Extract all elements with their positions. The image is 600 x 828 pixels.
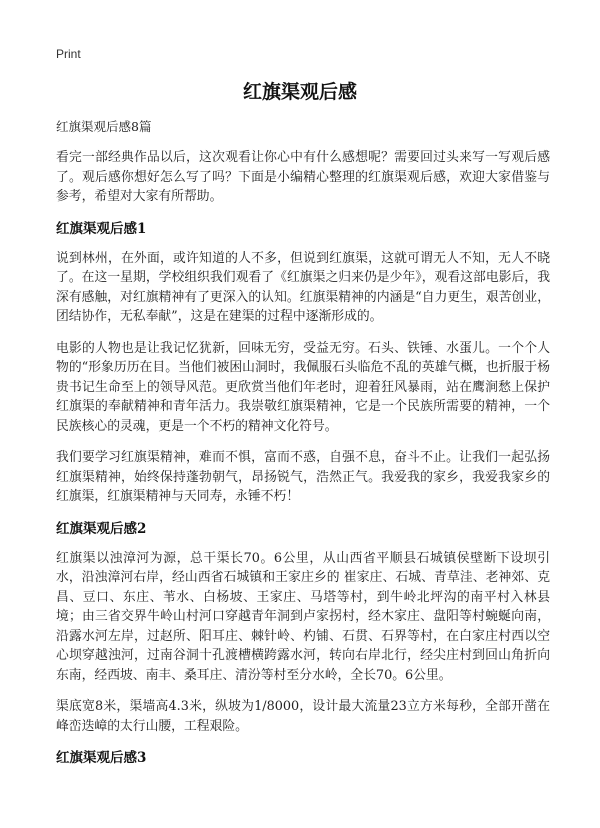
section-heading-1: 红旗渠观后感1 [56, 220, 147, 237]
section-1-paragraph-2: 电影的人物也是让我记忆犹新，回味无穷，受益无穷。石头、铁锤、水蛋儿。一个个人物的“形象历历在目。当他们被困山洞时，我佩服石头临危不乱的英雄气概，也折服于杨贵书记生命至上的领导风范。更欣赏当他们年老时，迎着狂风暴雨，站在鹰涧愁上保护红旗渠的奉献精神和青年活力。我崇敬红旗渠精神，它是一个民族所需要的精神，一个民族核心的灵魂，更是一个不朽的精神文化符号。 [56, 340, 550, 434]
section-1-paragraph-1: 说到林州，在外面，或许知道的人不多，但说到红旗渠，这就可谓无人不知，无人不晓了。在这一星期，学校组织我们观看了《红旗渠之归来仍是少年》，观看这部电影后，我深有感触，对红旗精神有了更深入的认知。红旗渠精神的内涵是“自力更生，艰苦创业，团结协作，无私奉献”，这是在建渠的过程中逐渐形成的。 [56, 250, 550, 324]
intro-paragraph: 看完一部经典作品以后，这次观看让你心中有什么感想呢？需要回过头来写一写观后感了。观后感你想好怎么写了吗？下面是小编精心整理的红旗渠观后感，欢迎大家借鉴与参考，希望对大家有所帮助。 [56, 150, 550, 204]
section-2-paragraph-1: 红旗渠以浊漳河为源，总干渠长70。6公里，从山西省平顺县石城镇侯壁断下设坝引水，沿浊漳河右岸，经山西省石城镇和王家庄乡的 崔家庄、石城、青草洼、老神郊、克昌、豆口、东庄、苇水、白杨坡、王家庄、马塔等村，到牛岭北坪沟的南平村入林县境；由三省交界牛岭山村河口穿越青年洞到卢家拐村，经木家庄、盘阳等村蜿蜒向南，沿露水河左岸，过赵所、阳耳庄、棘针岭、杓铺、石贯、石界等村，在白家庄村西以空心坝穿越浊河，过南谷洞十孔渡槽横跨露水河，转向右岸北行，经尖庄村到回山角折向东南，经西坡、南丰、桑耳庄、清汾等村至分水岭，全长70。6公里。 [56, 550, 550, 683]
section-heading-2: 红旗渠观后感2 [56, 520, 147, 537]
section-1-paragraph-3: 我们要学习红旗渠精神，难而不惧，富而不惑，自强不息，奋斗不止。让我们一起弘扬红旗渠精神，始终保持蓬勃朝气，昂扬锐气，浩然正气。我爱我的家乡，我爱我家乡的红旗渠，红旗渠精神与天同寿，永锤不朽！ [56, 450, 550, 504]
print-link[interactable]: Print [56, 47, 81, 61]
section-2-paragraph-2: 渠底宽8米，渠墙高4.3米，纵坡为1/8000，设计最大流量23立方米每秒，全部开凿在峰峦迭嶂的太行山腰，工程艰险。 [56, 699, 550, 734]
page-title: 红旗渠观后感 [242, 81, 357, 103]
section-heading-3: 红旗渠观后感3 [56, 750, 147, 766]
document-body [56, 118, 550, 778]
document-subtitle: 红旗渠观后感8篇 [56, 119, 152, 134]
